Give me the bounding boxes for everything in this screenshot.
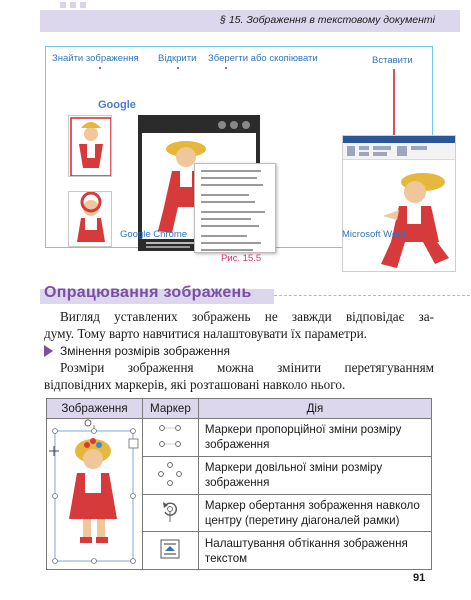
action-cell: Налаштування обтікання зображення текстом: [198, 532, 431, 570]
context-menu[interactable]: [194, 163, 276, 253]
marker-cell: [142, 419, 198, 457]
table-row: [47, 419, 432, 457]
marker-cell: [142, 494, 198, 532]
google-logo: Google: [98, 99, 136, 111]
table-header: Дія: [198, 399, 431, 419]
paragraph-2: [44, 359, 434, 393]
word-caption: Microsoft Word: [342, 229, 406, 240]
word-ribbon: [343, 143, 455, 160]
chrome-window: [64, 69, 246, 227]
thumbnail-2[interactable]: [68, 191, 112, 247]
chrome-caption: Google Chrome: [120, 229, 188, 240]
proportional-resize-markers-icon: [155, 421, 185, 451]
word-window: [342, 135, 456, 272]
page-header: [0, 0, 471, 40]
word-inserted-image[interactable]: [343, 160, 457, 272]
bullet-heading: Змінення розмірів зображення: [60, 344, 230, 358]
label-insert: Вставити: [372, 55, 413, 66]
free-resize-markers-icon: [155, 459, 185, 489]
action-cell: Маркер обертання зображення навколо центру (перетину діагоналей рамки): [198, 494, 431, 532]
table-header: Маркер: [142, 399, 198, 419]
paragraph-1: [44, 308, 434, 342]
action-cell: Маркери пропорційної зміни розміру зображення: [198, 419, 431, 457]
label-open: Відкрити: [158, 53, 197, 64]
label-find-image: Знайти зображення: [52, 53, 139, 64]
table-header: Зображення: [47, 399, 143, 419]
paragraph-line: Вигляд уставлених зображень не завжди відповідає за-: [60, 309, 434, 324]
markers-table: [46, 398, 432, 570]
word-titlebar: [343, 136, 455, 143]
section-heading: [40, 283, 436, 303]
paragraph-line: Розміри зображення можна змінити перетягуванням: [60, 360, 434, 375]
bullet-arrow-icon: [44, 345, 53, 357]
figure-number: Рис. 15.5: [221, 253, 262, 264]
thumbnail-1[interactable]: [68, 115, 112, 177]
image-cell: [47, 419, 143, 570]
page-number: 91: [413, 572, 426, 584]
selected-image-with-markers: [47, 419, 141, 569]
header-title: § 15. Зображення в текстовому документі: [220, 14, 435, 26]
marker-cell: [142, 456, 198, 494]
paragraph-line: думу. Тому варто навчитися налаштовувати їх параметри.: [44, 326, 367, 341]
rotate-marker-icon: [155, 496, 185, 526]
action-cell: Маркери довільної зміни розміру зображення: [198, 456, 431, 494]
figure-frame: [45, 46, 433, 248]
marker-cell: [142, 532, 198, 570]
paragraph-line: відповідних маркерів, які розташовані навколо нього.: [44, 377, 346, 392]
text-wrap-icon: [155, 534, 185, 564]
section-title: Опрацювання зображень: [44, 284, 252, 301]
section-rule: [274, 295, 470, 296]
label-save-copy: Зберегти або скопіювати: [208, 53, 318, 64]
table-header-row: [47, 399, 432, 419]
